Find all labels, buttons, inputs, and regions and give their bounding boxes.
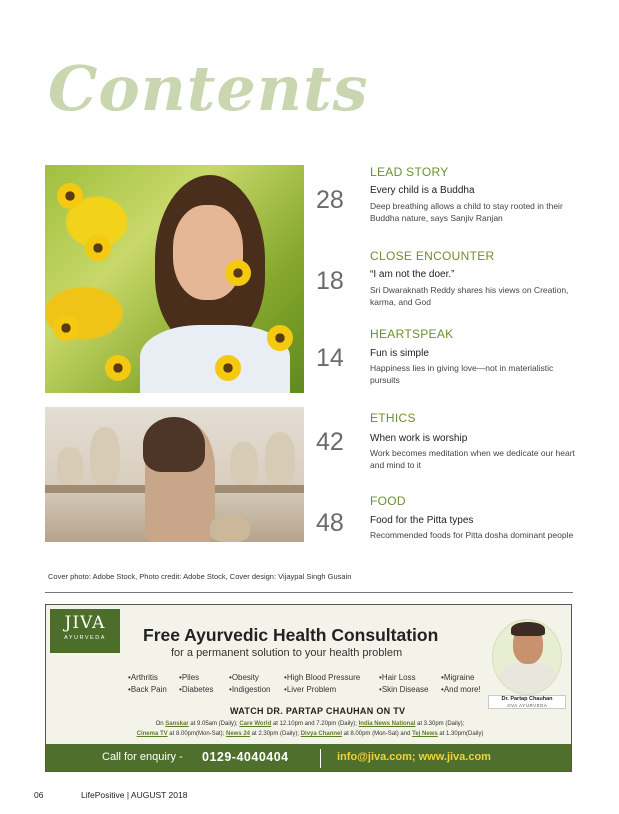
logo-tagline: AYURVEDA: [64, 635, 106, 641]
toc-description: Happiness lies in giving love—not in materialistic pursuits: [370, 363, 554, 385]
toc-headline[interactable]: Fun is simple: [370, 348, 429, 359]
condition-item: • Back Pain: [128, 684, 167, 696]
doctor-body: [499, 662, 557, 695]
channel-link[interactable]: Tej News: [412, 731, 438, 737]
schedule-text: at 12.10pm and 7.20pm (Daily);: [271, 721, 359, 727]
conditions-column: [441, 672, 481, 696]
page-number: 06: [34, 790, 44, 800]
divider: [45, 592, 573, 593]
conditions-column: [229, 672, 271, 696]
toc-page-number[interactable]: 42: [316, 428, 344, 456]
pot: [57, 447, 83, 485]
call-label: Call for enquiry -: [102, 751, 183, 763]
doctor-name: Dr. Partap Chauhan: [501, 696, 553, 702]
condition-item: • Skin Disease: [379, 684, 429, 696]
channel-link[interactable]: Sanskar: [165, 721, 189, 727]
condition-item: • And more!: [441, 684, 481, 696]
schedule-text: at 1.30pm(Daily): [437, 731, 484, 737]
flower: [105, 355, 131, 381]
toc-description: Work becomes meditation when we dedicate our heart and mind to it: [370, 448, 575, 470]
toc-headline[interactable]: When work is worship: [370, 433, 468, 444]
toc-page-number[interactable]: 18: [316, 267, 344, 295]
jiva-logo: [50, 609, 120, 653]
flower: [53, 315, 79, 341]
toc-description: Recommended foods for Pitta dosha dominant people: [370, 530, 574, 540]
toc-description: Deep breathing allows a child to stay rooted in their Buddha nature, says Sanjiv Ranjan: [370, 201, 563, 223]
lead-story-photo: [45, 165, 304, 393]
toc-category: ETHICS: [370, 411, 416, 425]
schedule-text: at 2.30pm (Daily);: [250, 731, 301, 737]
channel-link[interactable]: India News National: [358, 721, 416, 727]
tv-schedule-line: [90, 721, 530, 727]
schedule-text: at 8.00pm (Mon-Sat) and: [342, 731, 413, 737]
channel-link[interactable]: Care World: [239, 721, 272, 727]
condition-item: • Indigestion: [229, 684, 271, 696]
toc-page-number[interactable]: 28: [316, 186, 344, 214]
tv-schedule-line: [90, 731, 530, 737]
schedule-text: at 8.00pm(Mon-Sat);: [167, 731, 226, 737]
pot: [265, 432, 295, 485]
conditions-column: [284, 672, 360, 696]
schedule-text: at 9.05am (Daily);: [188, 721, 240, 727]
condition-item: • Migraine: [441, 672, 481, 684]
doctor-nameplate: [488, 695, 566, 709]
toc-page-number[interactable]: 14: [316, 344, 344, 372]
channel-link[interactable]: News 24: [226, 731, 251, 737]
condition-item: • High Blood Pressure: [284, 672, 360, 684]
condition-item: • Piles: [179, 672, 213, 684]
conditions-column: [128, 672, 167, 696]
conditions-column: [379, 672, 429, 696]
toc-category: HEARTSPEAK: [370, 327, 454, 341]
condition-item: • Obesity: [229, 672, 271, 684]
flower: [225, 260, 251, 286]
page-title: Contents: [48, 52, 369, 125]
tv-schedule-heading: WATCH DR. PARTAP CHAUHAN ON TV: [230, 706, 406, 716]
condition-item: • Liver Problem: [284, 684, 360, 696]
channel-link[interactable]: Cinema TV: [136, 731, 168, 737]
toc-headline[interactable]: Food for the Pitta types: [370, 515, 474, 526]
flower: [57, 183, 83, 209]
ad-subheadline: for a permanent solution to your health problem: [171, 647, 403, 659]
doctor-hair: [511, 622, 545, 636]
logo-wordmark: JIVA: [64, 613, 106, 633]
pot: [230, 442, 258, 485]
schedule-text: On: [155, 721, 166, 727]
doctor-portrait: [492, 619, 562, 695]
flower: [215, 355, 241, 381]
ad-headline: Free Ayurvedic Health Consultation: [143, 625, 439, 645]
condition-item: • Diabetes: [179, 684, 213, 696]
toc-page-number[interactable]: 48: [316, 509, 344, 537]
girl-face: [173, 205, 243, 300]
magazine-issue: LifePositive | AUGUST 2018: [81, 790, 188, 800]
jiva-advertisement[interactable]: [45, 604, 572, 772]
toc-category: LEAD STORY: [370, 165, 449, 179]
toc-category: FOOD: [370, 494, 406, 508]
toc-headline[interactable]: Every child is a Buddha: [370, 185, 475, 196]
toc-category: CLOSE ENCOUNTER: [370, 249, 495, 263]
phone-number[interactable]: 0129-4040404: [202, 750, 289, 764]
cover-credit: Cover photo: Adobe Stock, Photo credit: Adobe Stock, Cover design: Vijaypal Singh Gusain: [48, 572, 352, 581]
contact-web[interactable]: info@jiva.com; www.jiva.com: [337, 751, 491, 763]
flower: [85, 235, 111, 261]
schedule-text: at 3.30pm (Daily);: [415, 721, 465, 727]
ethics-photo: [45, 407, 304, 542]
potter-hair: [143, 417, 205, 472]
toc-description: Sri Dwaraknath Reddy shares his views on Creation, karma, and God: [370, 285, 569, 307]
channel-link[interactable]: Divya Channel: [300, 731, 343, 737]
pot: [90, 427, 120, 485]
flower: [267, 325, 293, 351]
bar-divider: [320, 749, 321, 768]
conditions-column: [179, 672, 213, 696]
clay-bowl: [210, 515, 250, 542]
condition-item: • Arthritis: [128, 672, 167, 684]
doctor-org: JIVA AYURVEDA: [506, 703, 548, 708]
condition-item: • Hair Loss: [379, 672, 429, 684]
toc-headline[interactable]: “I am not the doer.”: [370, 269, 455, 280]
contact-bar: [46, 744, 572, 772]
